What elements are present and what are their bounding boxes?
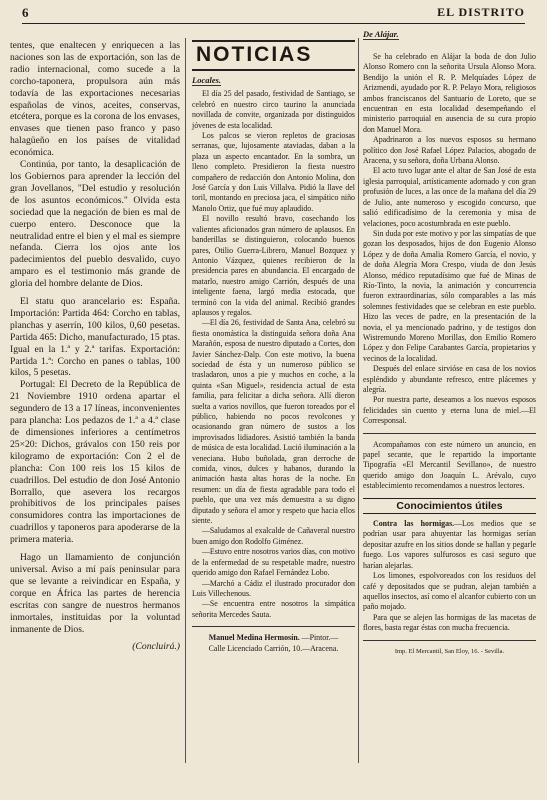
news-paragraph: —Estuvo entre nosotros varios días, con motivo de la enfermedad de su respetable madre, nuestro querido amigo don Rafael Fernández Lobo. (192, 547, 355, 578)
news-paragraph: El acto tuvo lugar ante el altar de San José de esta iglesia parroquial, artísticamente adornado y con gran profusión de luces, a las once de la mañana del día 29 de Julio, ante numeroso y escogido concurso, que salió edificadísimo de la ceremonia y misa de velaciones, poco acostumbrada en este pueblo. (363, 166, 536, 228)
header-rule (22, 23, 525, 24)
news-paragraph: El día 25 del pasado, festividad de Santiago, se celebró en nuestro circo taurino la anunciada novillada de convite, organizada por distinguidos jóvenes de esta localidad. (192, 89, 355, 130)
news-paragraph: Se ha celebrado en Alájar la boda de don Julio Alonso Romero con la señorita Ursula Alonso Mora. Bendijo la unión el R. P. Melquíades López de Arizmendi, ayudado por R. P. Pelayo Mora, religiosos ambos franciscanos del Santuario de Loreto, que se encuentran en esta localidad desempeñando el ministerio parroquial en ausencia de su cura propio don Manuel Mora. (363, 52, 536, 134)
printer-imprint: Imp. El Mercantil, San Eloy, 16. - Sevilla. (394, 647, 505, 655)
divider (363, 640, 536, 641)
ad-address: Calle Licenciado Carrión, 10.—Aracena. (208, 643, 339, 653)
news-paragraph: Después del enlace sirvióse en casa de los novios espléndido y abundante refresco, entre plácemes y alegría. (363, 364, 536, 394)
article-paragraph: Hago un llamamiento de conjunción universal. Aviso a mí país peninsular para que se levante a reivindicar en España, y corque en África las partes de herencia escritas con sangre de nuestros hermanos inmortales, instituidas por la voluntad inmanente de Dios. (10, 552, 180, 635)
ad-trade: —Pintor.— (301, 633, 339, 643)
tip-paragraph (363, 519, 536, 571)
article-paragraph: Portugal: El Decreto de la República de 21 Noviembre 1910 ordena apartar el segundero de 13 a 17 líneas, inconvenientes para plancha: Los pedazos de 1.ª a 4.ª clase de dimensiones inferiores a centímetros 25×20: Dichos, grávalos con 150 reis por kilogramo de exportación: Con 2 el de plancha: Con 100 reis los 15 kilos de cuadrillos. Del estudio de don José Antonio Borrallo, que asevera los recargos prohibitivos de los principales países consumidores contra las importaciones de cuadrillos y taponeros para apoderarse de la primera materia. (10, 379, 180, 546)
news-paragraph: Apadrinaron a los nuevos esposos su hermano político don José Rafael López Palacios, abogado de Aracena, y su señora, doña Urbana Alonso. (363, 135, 536, 166)
page-number: 6 (22, 5, 29, 20)
advertisement (192, 633, 355, 643)
divider (363, 433, 536, 434)
section-subtitle: De Alájar. (363, 29, 399, 39)
news-paragraph: —Marchó a Cádiz el ilustrado procurador don Luis Villechenous. (192, 578, 355, 598)
news-paragraph: Los palcos se vieron repletos de graciosas serranas, que, lujosamente ataviadas, daban a la plaza un aspecto encantador. En la sombra, un lleno completo. Presidieron la fiesta nuestro compañero de redacción don Antonio Molina, don José García y don Luis Villalva. Pidió la llave del toril, montando en preciosa jaca, el simpático niño Manolo Ortiz, que fué muy aplaudido. (192, 131, 355, 213)
to-be-continued: (Concluirá.) (132, 641, 180, 653)
news-column-right (363, 29, 537, 760)
news-paragraph: Sin duda por este motivo y por las simpatías de que gozan los desposados, hijos de don Eugenio Alonso López y de doña Amalia Romero García, el novio, y de doña Alegría Mora Crespo, viuda de don Jesús Alonso, médico reputadísimo que fué de Minas de Río-Tinto, la novia, la animación y concurrencia fueron extraordinarias, sólo comparables a las más solemnes festividades que se celebran en este pueblo. Hizo las veces de padre, en la presentación de la novia, el ya mencionado padrino, y de testigos don Wistremundo Moreno Morillas, don Emilio Romero López y don Felipe Carabantes García, propietarios y vecinos de la localidad. (363, 228, 536, 363)
article-paragraph: tentes, que enaltecen y enriquecen a las naciones son las de exportación, son las de radio internacional, como sucede a la corcho-taponera, propulsora aún más todavía de las exportaciones necesarias españolas de vinos, aceites, conservas, etcétera, porque es la corona de los envases, envases que tienen paso franco y paso halagüeño en los países de vitalidad económica. (10, 40, 180, 159)
section-subtitle: Locales. (192, 75, 222, 85)
ad-name: Manuel Medina Hermosín. (208, 633, 300, 643)
news-column (192, 40, 355, 760)
section-title: NOTICIAS (192, 40, 355, 71)
article-paragraph: Continúa, por tanto, la desaplicación de los Gobiernos para aprender la lección del gran Jovellanos, "Del estudio y resolución de los asuntos económicos." Olvida esta sociedad que la negación de bien es mal de cuerpo entero. Desconoce que la neutralidad entre el bien y el mal es siempre nefanda. Cierra los ojos ante los padecimientos del pueblo desvalido, cuyo amparo es el testimonio más grande de gloria del hombre delante de Dios. (10, 159, 180, 290)
page-header (14, 5, 533, 21)
news-paragraph: Por nuestra parte, deseamos a los nuevos esposos felicidades sin cuento y eterna luna de miel.—El Corresponsal. (363, 395, 536, 426)
column-divider (185, 38, 186, 763)
article-paragraph: El statu quo arancelario es: España. Importación: Partida 464: Corcho en tablas, planchas y aserrín, 100 kilos, 0,60 pesetas. Partida 465: Dicho, manufacturado, 15 ptas. Igual en la 1.ª y 2.ª tarifas. Exportación: Partida 1.ª: Corcho en panes o tablas, 100 kilos, 5 pesetas. (10, 296, 180, 379)
news-paragraph: Acompañamos con este número un anuncio, en papel secante, que le repartido la importante Tipografía «El Mercantil Sevillano», de nuestro querido amigo don Joaquín L. Arévalo, cuyo establecimiento recomendamos a nuestros lectores. (363, 439, 536, 491)
divider (192, 626, 355, 627)
news-paragraph: —Se encuentra entre nosotros la simpática señorita Mercedes Sauta. (192, 599, 355, 619)
article-column-left (10, 40, 180, 760)
column-divider (358, 38, 359, 763)
news-paragraph: —Saludamos al exalcalde de Cañaveral nuestro buen amigo don Rodolfo Giménez. (192, 526, 355, 546)
news-paragraph: —El día 26, festividad de Santa Ana, celebró su fiesta onomástica la distinguida señora doña Ana Marañón, esposa de nuestro diputado a Cortes, don Javier Sánchez-Dalp. Con este motivo, la buena sociedad de ésta y un numeroso público se trasladaron, unos a pie y muchos en coche, a la quinta «San Miguel», residencia actual de esta familia, para felicitar a dicha señora. Allí dieron suelta a varios novillos, que fueron toreados por el público, habiendo no pocos revolcones y ocasionando gran número de sustos a los improvisados lidiadores. Asistió también la banda de música de esta localidad. Lució iluminación a la veneciana. Hubo buñolada, gran derroche de comida, vinos, dulces y habanos, durando la animación hasta altas horas de la noche. En resumen: un día de fiesta agradable para todo el pueblo, que una vez más demuestra a su digno diputado y señora el amor y respeto que hacia ellos siente. (192, 318, 355, 526)
tip-text: —Los medios que se podrían usar para ahuyentar las hormigas serían depositar azufre en los sitios donde se hallan y pegarle fuego. Los vapores sulfurosos es casi seguro que harían alejarlas. (363, 519, 537, 570)
tip-paragraph: Los limones, espolvoreados con los residuos del café y depositados que se pudran, alejan también a aquellos insectos, así como el alcanfor cubierto con un paño mojado. (363, 571, 536, 612)
tip-heading: Contra las hormigas. (373, 519, 455, 529)
news-paragraph: El novillo resultó bravo, cosechando los valientes aficionados gran número de aplausos. En banderillas se distinguieron, colocando buenos pares, Otilio Guerra-Librero, Manuel Bozquez y Antonio Vázquez, quienes recibieron de la presidencia pares en abundancia. El encargado de matarlo, nuestro amigo Carrión, después de una inteligente faena, largó media estocada, que terminó con la vida del animal. Recibió grandes aplausos y regalos. (192, 214, 355, 317)
newspaper-title: EL DISTRITO (437, 5, 525, 19)
tip-paragraph: Para que se alejen las hormigas de las macetas de flores, basta regar éstas con mucha frecuencia. (363, 612, 536, 633)
section-title: Conocimientos útiles (363, 498, 536, 514)
